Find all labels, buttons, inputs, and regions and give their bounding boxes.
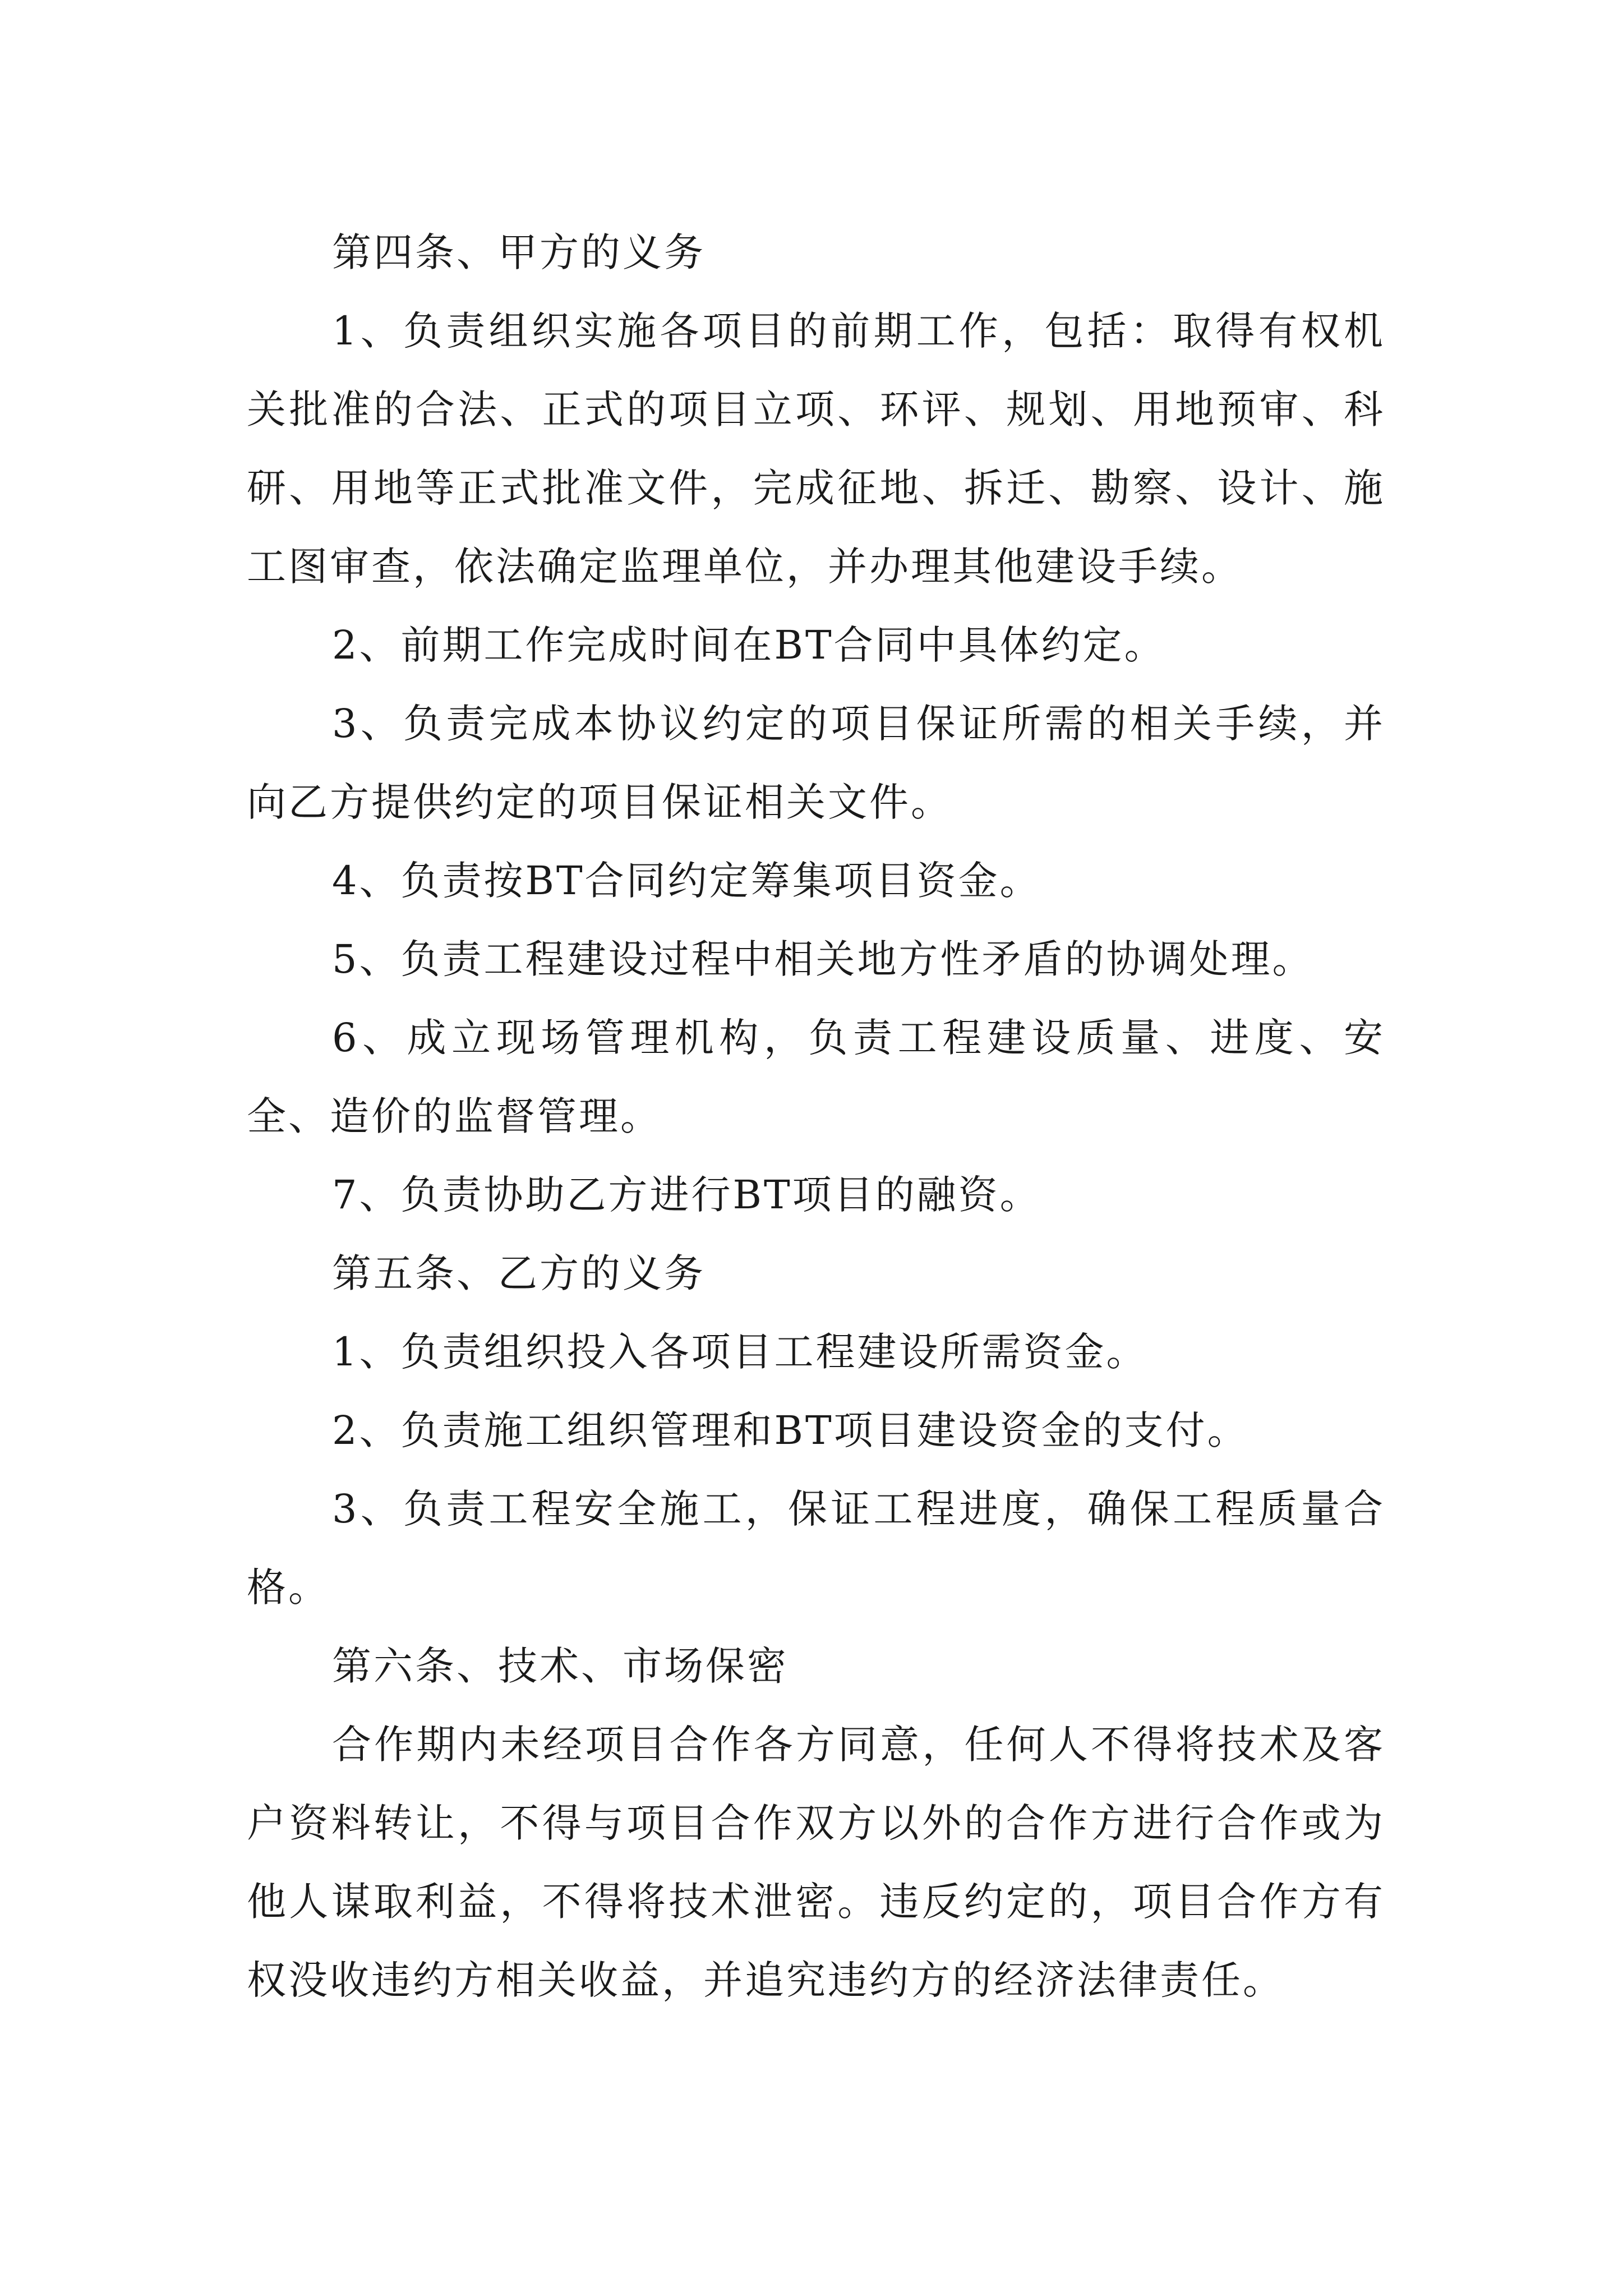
article-5-clause-3: 3、负责工程安全施工，保证工程进度，确保工程质量合格。 (247, 1486, 1385, 1611)
article-5-clause-1: 1、负责组织投入各项目工程建设所需资金。 (332, 1329, 1148, 1375)
document-body (247, 213, 1385, 2019)
article-5-clause-2: 2、负责施工组织管理和BT项目建设资金的支付。 (332, 1407, 1249, 1453)
article-5-heading: 第五条、乙方的义务 (332, 1250, 706, 1296)
article-4-clause-4: 4、负责按BT合同约定筹集项目资金。 (332, 858, 1041, 904)
article-4-clause-1: 1、负责组织实施各项目的前期工作，包括：取得有权机关批准的合法、正式的项目立项、环评、规划、用地预审、科研、用地等正式批准文件，完成征地、拆迁、勘察、设计、施工图审查，依法确定监理单位，并办理其他建设手续。 (247, 308, 1385, 590)
article-4-heading: 第四条、甲方的义务 (332, 229, 706, 275)
article-4-clause-2: 2、前期工作完成时间在BT合同中具体约定。 (332, 622, 1166, 668)
article-4-clause-7: 7、负责协助乙方进行BT项目的融资。 (332, 1172, 1041, 1218)
article-6-body: 合作期内未经项目合作各方同意，任何人不得将技术及客户资料转让，不得与项目合作双方以外的合作方进行合作或为他人谋取利益，不得将技术泄密。违反约定的，项目合作方有权没收违约方相关收益，并追究违约方的经济法律责任。 (247, 1722, 1385, 2003)
article-6-heading: 第六条、技术、市场保密 (332, 1643, 789, 1689)
article-4-clause-5: 5、负责工程建设过程中相关地方性矛盾的协调处理。 (332, 936, 1314, 982)
article-4-clause-3: 3、负责完成本协议约定的项目保证所需的相关手续，并向乙方提供约定的项目保证相关文件。 (247, 701, 1385, 825)
article-4-clause-6: 6、成立现场管理机构，负责工程建设质量、进度、安全、造价的监督管理。 (247, 1015, 1385, 1139)
